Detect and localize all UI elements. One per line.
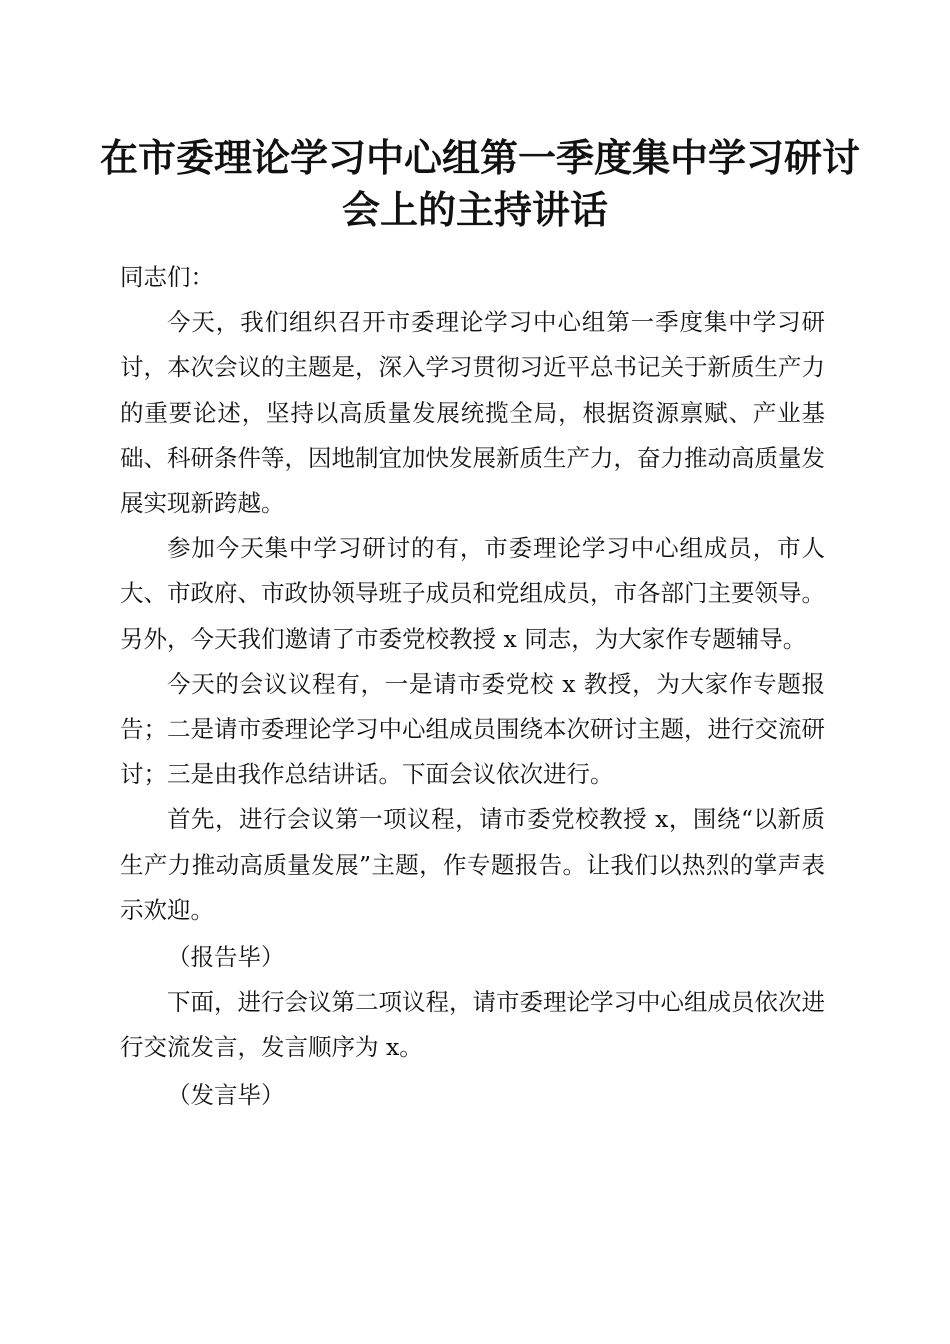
paragraph-attendees: 参加今天集中学习研讨的有，市委理论学习中心组成员，市人大、市政府、市政协领导班子成员和党组成员，市各部门主要领导。另外，今天我们邀请了市委党校教授 x 同志，为大家作专题辅导。 xyxy=(120,534,825,653)
salutation: 同志们： xyxy=(120,263,214,291)
title-line-1: 在市委理论学习中心组第一季度集中学习研讨 xyxy=(100,135,861,180)
paragraph-agenda: 今天的会议议程有，一是请市委党校 x 教授，为大家作专题报告；二是请市委理论学习中心组成员围绕本次研讨主题，进行交流研讨；三是由我作总结讲话。下面会议依次进行。 xyxy=(120,669,825,789)
paragraph-opening: 今天，我们组织召开市委理论学习中心组第一季度集中学习研讨，本次会议的主题是，深入学习贯彻习近平总书记关于新质生产力的重要论述，坚持以高质量发展统揽全局，根据资源禀赋、产业基础、科研条件等，因地制宜加快发展新质生产力，奋力推动高质量发展实现新跨越。 xyxy=(120,308,825,518)
document-title xyxy=(100,132,861,236)
paragraph-first-item: 首先，进行会议第一项议程，请市委党校教授 x，围绕“以新质生产力推动高质量发展”主题，作专题报告。让我们以热烈的掌声表示欢迎。 xyxy=(120,805,825,924)
note-report-finished: （报告毕） xyxy=(167,943,285,972)
title-line-2: 会上的主持讲话 xyxy=(341,187,608,232)
paragraph-second-item: 下面，进行会议第二项议程，请市委理论学习中心组成员依次进行交流发言，发言顺序为 x。 xyxy=(120,988,825,1062)
document-body xyxy=(120,255,825,1118)
note-speeches-finished: （发言毕） xyxy=(167,1080,285,1109)
